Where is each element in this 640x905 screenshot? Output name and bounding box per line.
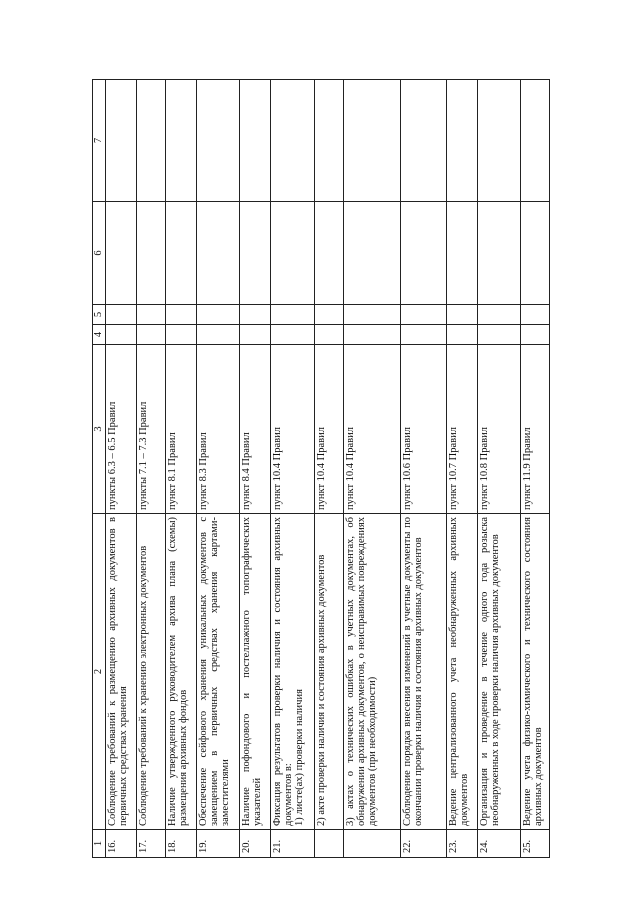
empty-cell-6 [166, 202, 197, 305]
empty-cell-6 [197, 202, 240, 305]
empty-cell-5 [343, 305, 401, 325]
table-row [271, 80, 314, 858]
reference-cell: пункт 10.6 Правил [401, 345, 446, 514]
empty-cell-4 [166, 325, 197, 345]
empty-cell-4 [106, 325, 137, 345]
empty-cell-5 [477, 305, 520, 325]
row-number: 22. [401, 830, 446, 858]
empty-cell-4 [271, 325, 314, 345]
empty-cell-4 [240, 325, 271, 345]
empty-cell-5 [197, 305, 240, 325]
requirement-text: Организация и проведение в течение одного года розыска необнаруженных в ходе проверки наличия архивных документов [478, 517, 501, 826]
empty-cell-4 [520, 325, 549, 345]
empty-cell-7 [520, 80, 549, 202]
requirement-cell [240, 514, 271, 830]
table-row [343, 80, 401, 858]
reference-cell: пункт 10.4 Правил [271, 345, 314, 514]
header-cell: 6 [93, 202, 106, 305]
requirement-cell [137, 514, 166, 830]
reference-cell: пункт 10.4 Правил [343, 345, 401, 514]
table-row [197, 80, 240, 858]
reference-cell: пункт 8.3 Правил [197, 345, 240, 514]
table-row [106, 80, 137, 858]
row-number: 18. [166, 830, 197, 858]
empty-cell-6 [240, 202, 271, 305]
empty-cell-7 [314, 80, 343, 202]
header-cell: 3 [93, 345, 106, 514]
requirement-text: Ведение централизованного учета необнаруженных архивных документов [447, 517, 470, 826]
empty-cell-4 [343, 325, 401, 345]
checklist-table [92, 79, 550, 858]
requirement-text: Наличие утвержденного руководителем архива плана (схемы) размещения архивных фондов [167, 517, 190, 826]
requirement-cell [520, 514, 549, 830]
requirement-cell [343, 514, 401, 830]
empty-cell-5 [520, 305, 549, 325]
row-number: 25. [520, 830, 549, 858]
requirement-cell [477, 514, 520, 830]
empty-cell-4 [446, 325, 477, 345]
empty-cell-7 [343, 80, 401, 202]
empty-cell-7 [401, 80, 446, 202]
row-number: 17. [137, 830, 166, 858]
requirement-text: 2) акте проверки наличия и состояния архивных документов [315, 554, 327, 826]
empty-cell-7 [166, 80, 197, 202]
empty-cell-5 [314, 305, 343, 325]
empty-cell-7 [137, 80, 166, 202]
empty-cell-6 [446, 202, 477, 305]
empty-cell-5 [446, 305, 477, 325]
table-row [314, 80, 343, 858]
requirement-text: 3) актах о технических ошибках в учетных документах, об обнаружении архивных документов, о неисправимых повреждениях документов (при необходимости) [344, 517, 378, 826]
header-cell: 7 [93, 80, 106, 202]
requirement-text: Соблюдение требований к размещению архивных документов в первичных средствах хранения [107, 517, 130, 826]
reference-cell: пункт 10.4 Правил [314, 345, 343, 514]
table-body [93, 80, 550, 858]
requirement-subitem: 1) листе(ах) проверки наличия [294, 689, 306, 826]
empty-cell-4 [477, 325, 520, 345]
reference-cell: пункт 10.8 Правил [477, 345, 520, 514]
row-number [314, 830, 343, 858]
reference-cell: пункт 10.7 Правил [446, 345, 477, 514]
empty-cell-7 [240, 80, 271, 202]
empty-cell-6 [271, 202, 314, 305]
empty-cell-6 [314, 202, 343, 305]
empty-cell-7 [197, 80, 240, 202]
reference-cell: пункты 7.1 – 7.3 Правил [137, 345, 166, 514]
requirement-text: Наличие пофондового и постеллажного топографических указателей [241, 517, 264, 826]
empty-cell-6 [520, 202, 549, 305]
row-number: 20. [240, 830, 271, 858]
empty-cell-7 [446, 80, 477, 202]
table-row [166, 80, 197, 858]
empty-cell-5 [106, 305, 137, 325]
row-number: 16. [106, 830, 137, 858]
empty-cell-6 [106, 202, 137, 305]
requirement-text: Соблюдение порядка внесения изменений в учетные документы по окончании проверки наличия и состояния архивных документов [402, 517, 425, 826]
requirement-text: Ведение учета физико-химического и технического состояния архивных документов [521, 517, 544, 826]
table-row [477, 80, 520, 858]
table-row [240, 80, 271, 858]
row-number: 24. [477, 830, 520, 858]
header-cell: 1 [93, 830, 106, 858]
row-number: 21. [271, 830, 314, 858]
header-row [93, 80, 106, 858]
reference-cell: пункт 8.4 Правил [240, 345, 271, 514]
requirement-cell [401, 514, 446, 830]
empty-cell-7 [271, 80, 314, 202]
table-row [401, 80, 446, 858]
table-row [137, 80, 166, 858]
empty-cell-5 [271, 305, 314, 325]
table-row [520, 80, 549, 858]
header-cell: 4 [93, 325, 106, 345]
empty-cell-6 [477, 202, 520, 305]
empty-cell-7 [477, 80, 520, 202]
empty-cell-5 [166, 305, 197, 325]
empty-cell-6 [401, 202, 446, 305]
empty-cell-5 [137, 305, 166, 325]
empty-cell-4 [197, 325, 240, 345]
reference-cell: пункт 11.9 Правил [520, 345, 549, 514]
empty-cell-4 [137, 325, 166, 345]
row-number: 23. [446, 830, 477, 858]
empty-cell-6 [137, 202, 166, 305]
requirement-cell [314, 514, 343, 830]
header-cell: 2 [93, 514, 106, 830]
header-cell: 5 [93, 305, 106, 325]
empty-cell-5 [240, 305, 271, 325]
requirement-cell [197, 514, 240, 830]
reference-cell: пункты 6.3 – 6.5 Правил [106, 345, 137, 514]
rotated-page [92, 80, 550, 858]
row-number [343, 830, 401, 858]
requirement-cell [106, 514, 137, 830]
reference-cell: пункт 8.1 Правил [166, 345, 197, 514]
empty-cell-4 [401, 325, 446, 345]
table-row [446, 80, 477, 858]
row-number: 19. [197, 830, 240, 858]
requirement-text: Обеспечение сейфового хранения уникальных документов с замещением в первичных средствах хранения картами-заместителями [198, 517, 232, 826]
requirement-text: Соблюдение требований к хранению электронных документов [138, 545, 150, 826]
empty-cell-5 [401, 305, 446, 325]
empty-cell-7 [106, 80, 137, 202]
empty-cell-4 [314, 325, 343, 345]
requirement-text: Фиксация результатов проверки наличия и состояния архивных документов в: [272, 517, 295, 826]
requirement-cell [271, 514, 314, 830]
requirement-cell [446, 514, 477, 830]
requirement-cell [166, 514, 197, 830]
empty-cell-6 [343, 202, 401, 305]
